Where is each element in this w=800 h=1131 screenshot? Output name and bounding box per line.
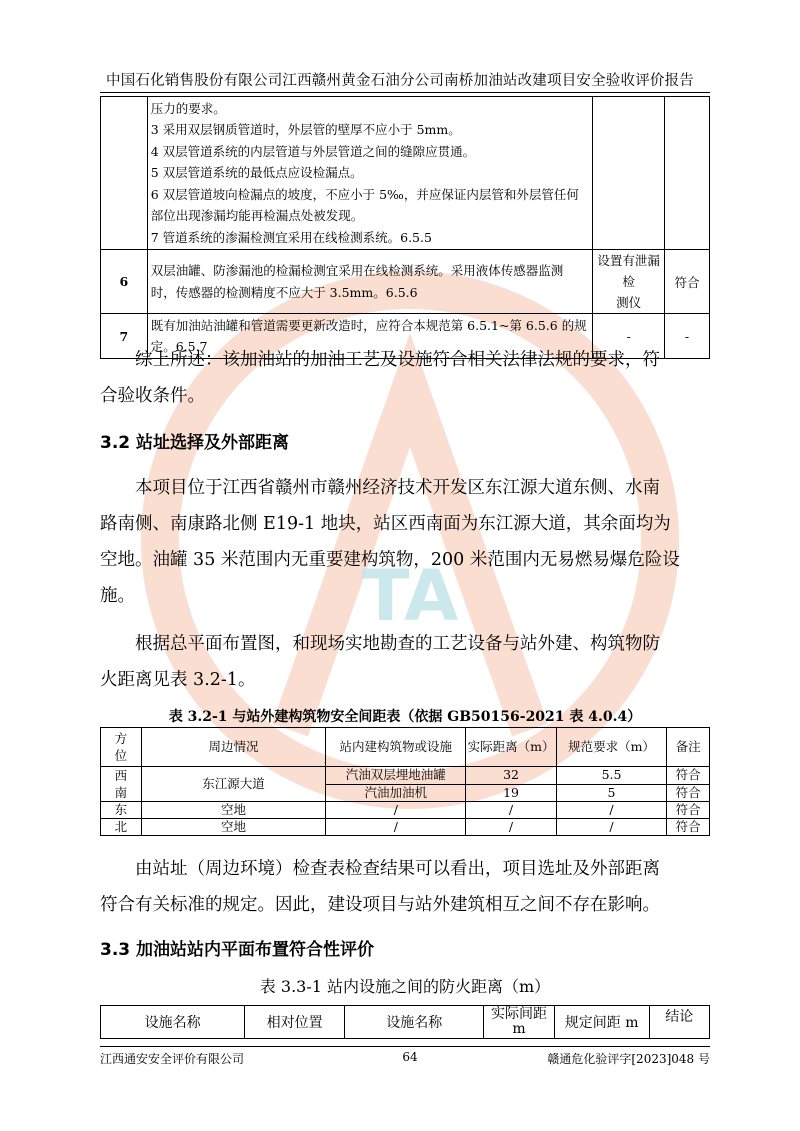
table-row [101, 819, 710, 836]
table-header-row [101, 1006, 710, 1039]
section-heading-3-2: 3.2 站址选择及外部距离 [100, 433, 290, 453]
cell-remark: 符合 [667, 784, 710, 802]
internal-distance-table [100, 1005, 710, 1039]
cell-required: 5.5 [556, 767, 666, 785]
text-line: 由站址（周边环境）检查表检查结果可以看出，项目选址及外部距离 [135, 859, 660, 879]
cell-remark: 符合 [667, 802, 710, 819]
summary-paragraph [100, 342, 712, 414]
cell-actual: / [466, 802, 557, 819]
cell-inside: / [326, 802, 466, 819]
table-row [101, 97, 710, 250]
header-facility-name: 设施名称 [101, 1006, 245, 1039]
text-line: 3 采用双层钢质管道时，外层管的壁厚不应小于 5mm。 [150, 122, 461, 138]
cell-remark: 符合 [667, 819, 710, 836]
page-header: 中国石化销售股份有限公司江西赣州黄金石油分公司南桥加油站改建项目安全验收评价报告 [106, 73, 694, 89]
header-conclusion: 结论 [649, 1006, 709, 1039]
text-line: 方 [114, 731, 128, 746]
header-inside: 站内建构筑物或设施 [326, 728, 466, 767]
cell-required: / [556, 819, 666, 836]
row-number [101, 97, 148, 250]
header-surround: 周边情况 [141, 728, 326, 767]
header-actual: 实际距离（m） [466, 728, 557, 767]
text-line: 4 双层管道系统的内层管道与外层管道之间的缝隙应贯通。 [150, 143, 476, 159]
text-line: m [512, 1021, 526, 1037]
row-number: 6 [101, 250, 148, 314]
footer-company: 江西通安安全评价有限公司 [100, 1052, 245, 1066]
text-line: 南 [114, 785, 128, 800]
cell-direction [101, 767, 142, 802]
text-line: 设置有泄漏检 [597, 253, 660, 289]
requirement-text [147, 97, 593, 250]
layout-paragraph [100, 626, 712, 698]
external-distance-table [100, 727, 710, 836]
requirement-text [147, 250, 593, 314]
text-line: 综上所述：该加油站的加油工艺及设施符合相关法律法规的要求，符 [135, 350, 660, 370]
text-line: 6 双层管道坡向检漏点的坡度，不应小于 5‰，并应保证内层管和外层管任何 [150, 186, 579, 202]
text-line: 双层油罐、防渗漏池的检漏检测宜采用在线检测系统。采用液体传感器监测 [150, 263, 564, 278]
header-required-distance: 规定间距 m [554, 1006, 649, 1039]
cell-remark: 符合 [667, 767, 710, 785]
text-line: 符合有关标准的规定。因此，建设项目与站外建筑相互之间不存在影响。 [100, 895, 660, 915]
result-cell: 符合 [665, 250, 710, 314]
cell-actual: 19 [466, 784, 557, 802]
location-paragraph [100, 470, 712, 614]
cell-inside: 汽油加油机 [326, 784, 466, 802]
table-row [101, 802, 710, 819]
table-caption: 表 3.2-1 与站外建构筑物安全间距表（依据 GB50156-2021 表 4.0.4） [168, 709, 642, 725]
text-line: 路南侧、南康路北侧 E19-1 地块，站区西南面为东江源大道，其余面均为 [100, 514, 671, 534]
status-cell [593, 250, 665, 314]
text-line: 火距离见表 3.2-1。 [100, 670, 256, 690]
table-header-row [101, 728, 710, 767]
cell-actual: 32 [466, 767, 557, 785]
cell-required: / [556, 802, 666, 819]
header-direction [101, 728, 142, 767]
text-line: 空地。油罐 35 米范围内无重要建构筑物，200 米范围内无易燃易爆危险设 [100, 550, 680, 570]
text-line: 测仪 [616, 295, 642, 310]
cell-surround: 东江源大道 [141, 767, 326, 802]
header-divider [100, 92, 710, 93]
cell-inside: 汽油双层埋地油罐 [326, 767, 466, 785]
text-line: 7 管道系统的渗漏检测宜采用在线检测系统。6.5.5 [150, 229, 432, 245]
cell-direction: 北 [101, 819, 142, 836]
row-number: 7 [101, 314, 148, 359]
result-cell [665, 97, 710, 250]
text-line: 实际间距 [491, 1006, 548, 1022]
text-line: 既有加油站油罐和管道需要更新改造时，应符合本规范第 6.5.1~第 6.5.6 的规 [150, 317, 587, 333]
cell-inside: / [326, 819, 466, 836]
page-number: 64 [402, 1050, 418, 1064]
footer-divider [100, 1046, 710, 1047]
section-heading-3-3: 3.3 加油站站内平面布置符合性评价 [100, 940, 375, 960]
text-line: 位 [114, 748, 128, 763]
header-facility-name: 设施名称 [345, 1006, 484, 1039]
status-cell [593, 97, 665, 250]
cell-actual: / [466, 819, 557, 836]
text-line: 合验收条件。 [100, 386, 205, 406]
text-line: 定。6.5.7 [150, 339, 208, 354]
footer-doc-number: 赣通危化验评字[2023]048 号 [547, 1052, 710, 1066]
text-line: 根据总平面布置图，和现场实地勘查的工艺设备与站外建、构筑物防 [135, 634, 660, 654]
text-line: 本项目位于江西省赣州市赣州经济技术开发区东江源大道东侧、水南 [135, 478, 660, 498]
cell-direction: 东 [101, 802, 142, 819]
status-cell: - [593, 314, 665, 359]
cell-surround: 空地 [141, 819, 326, 836]
table-caption: 表 3.3-1 站内设施之间的防火距离（m） [259, 977, 551, 996]
header-relative-position: 相对位置 [245, 1006, 345, 1039]
conclusion-paragraph [100, 851, 712, 923]
header-actual-distance [484, 1006, 554, 1039]
header-required: 规范要求（m） [556, 728, 666, 767]
result-cell: - [665, 314, 710, 359]
watermark-logo-letters: TA [361, 555, 459, 637]
text-line: 时，传感器的检测精度不应大于 3.5mm。6.5.6 [150, 284, 418, 300]
table-row [101, 250, 710, 314]
text-line: 部位出现渗漏均能再检漏点处被发现。 [150, 208, 364, 224]
text-line: 5 双层管道系统的最低点应设检漏点。 [150, 165, 363, 181]
header-remark: 备注 [667, 728, 710, 767]
text-line: 施。 [100, 586, 135, 606]
table-row [101, 767, 710, 785]
cell-surround: 空地 [141, 802, 326, 819]
cell-required: 5 [556, 784, 666, 802]
requirements-table [100, 96, 710, 359]
text-line: 西 [114, 768, 128, 783]
text-line: 压力的要求。 [150, 100, 226, 116]
